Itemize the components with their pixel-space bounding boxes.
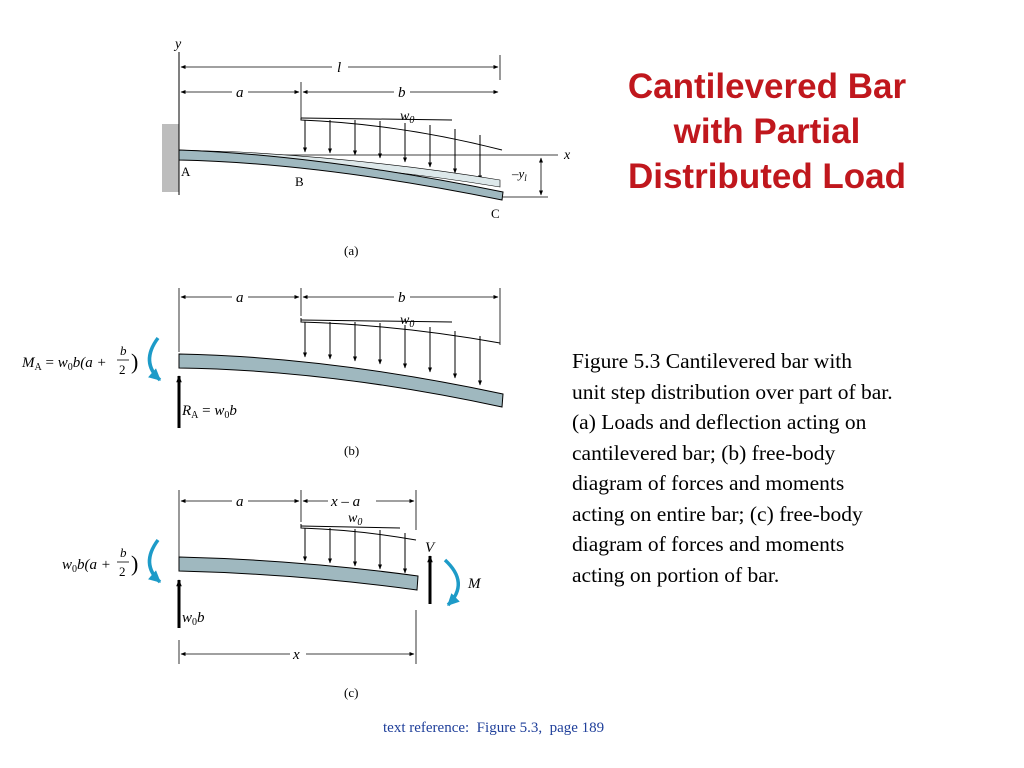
text-reference: text reference: Figure 5.3, page 189: [383, 720, 605, 736]
caption-line-2: unit step distribution over part of bar.: [572, 379, 893, 404]
x-axis-label: x: [564, 148, 571, 163]
moment-close-paren: ): [131, 349, 139, 374]
figure-c: [62, 490, 482, 700]
point-a-label: A: [181, 164, 191, 179]
load-label: $w_0$: [400, 313, 415, 330]
caption-line-3: (a) Loads and deflection acting on: [572, 410, 867, 434]
beam: [179, 354, 503, 407]
dimension-b-label: b: [398, 290, 406, 306]
dimension-l-label: l: [337, 60, 342, 76]
title-line-2: with Partial: [673, 112, 861, 151]
point-b-label: B: [295, 174, 304, 189]
moment-frac-num: b: [120, 545, 127, 560]
moment-frac-den: 2: [119, 362, 126, 377]
figure-b: [21, 288, 503, 458]
dimension-x-label: x: [293, 647, 300, 663]
figure-c-label: (c): [344, 685, 359, 700]
moment-arrow-left: [149, 540, 160, 582]
fixed-wall: [162, 124, 179, 192]
caption-line-5: diagram of forces and moments: [572, 471, 845, 495]
moment-label-left: $w_0b(a$ +: [62, 557, 111, 575]
reaction-label: $w_0b$: [182, 610, 205, 628]
caption-line-6: acting on entire bar; (c) free-body: [572, 501, 863, 526]
caption-line-8: acting on portion of bar.: [572, 562, 780, 587]
moment-close-paren: ): [131, 551, 139, 576]
point-c-label: C: [491, 206, 500, 221]
dimension-b-label: b: [398, 85, 406, 101]
figure-caption: [572, 346, 992, 590]
dimension-x-minus-a-label: x – a: [331, 494, 361, 510]
moment-label: $M_A = w_0b(a$ +: [22, 355, 107, 373]
title-line-3: Distributed Load: [627, 157, 907, 196]
caption-line-1: Figure 5.3 Cantilevered bar with: [572, 349, 853, 373]
moment-arrow: [149, 338, 160, 380]
title-line-1: Cantilevered Bar: [627, 67, 907, 106]
deflection-label: $-y_l$: [512, 166, 527, 183]
dimension-a-label: a: [236, 494, 244, 510]
y-axis-label: y: [175, 37, 182, 52]
caption-line-4: cantilevered bar; (b) free-body: [572, 440, 836, 465]
moment-frac-num: b: [120, 343, 127, 358]
slide-title: [582, 64, 952, 199]
beam-segment: [179, 557, 418, 590]
moment-frac-den: 2: [119, 564, 126, 579]
figure-a-label: (a): [344, 243, 359, 258]
load-label: $w_0$: [400, 109, 415, 126]
figure-b-label: (b): [344, 443, 360, 458]
moment-label-right: M: [468, 576, 481, 592]
moment-arrow-right: [445, 560, 458, 605]
shear-label: V: [425, 540, 435, 556]
caption-line-7: diagram of forces and moments: [572, 532, 845, 556]
load-label: $w_0$: [348, 511, 363, 528]
reaction-label: $R_A = w_0b$: [182, 403, 237, 421]
dimension-a-label: a: [236, 85, 244, 101]
figure-a: [162, 37, 571, 258]
dimension-a-label: a: [236, 290, 244, 306]
